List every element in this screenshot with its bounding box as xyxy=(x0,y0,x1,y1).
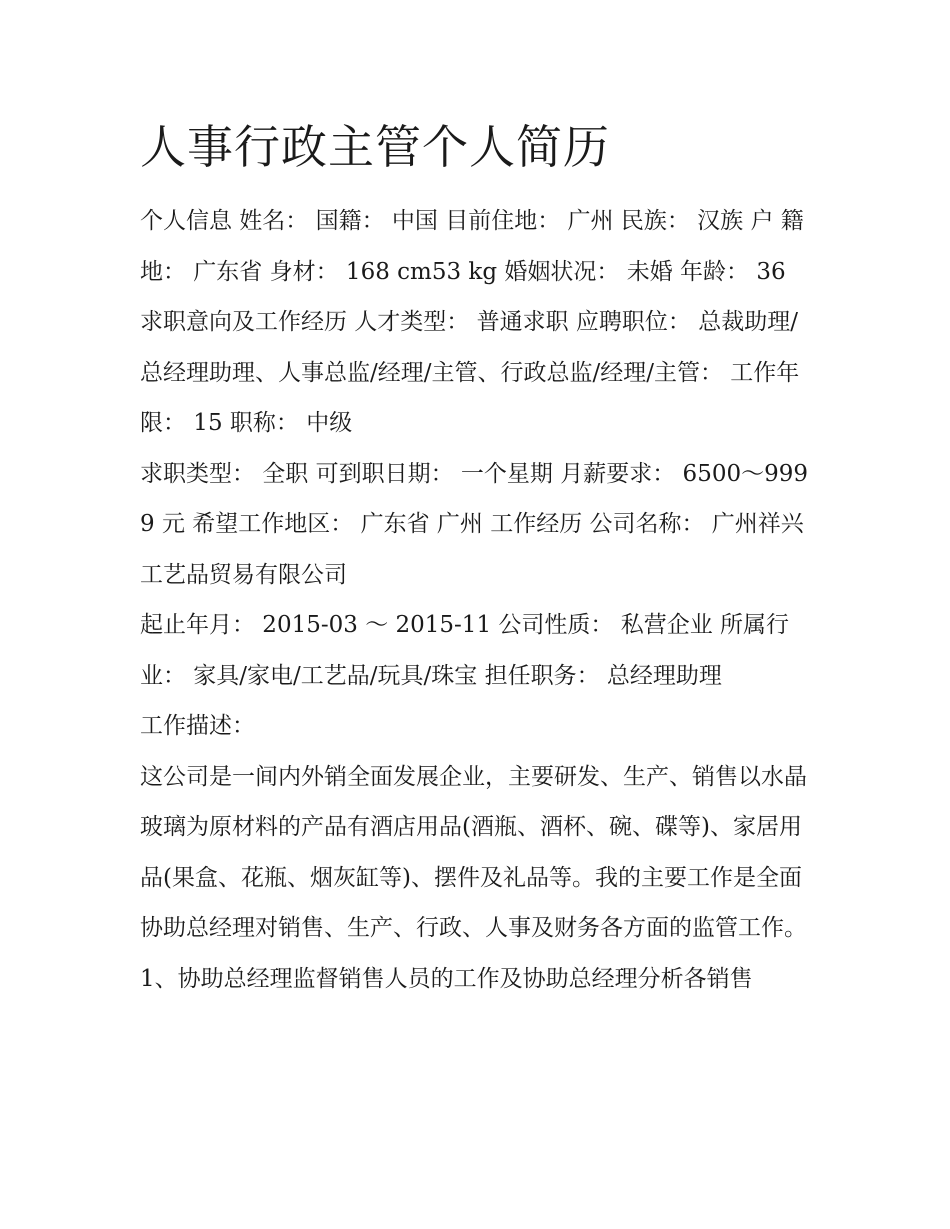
job-type-paragraph: 求职类型： 全职 可到职日期： 一个星期 月薪要求： 6500～9999 元 希望工作地区： 广东省 广州 工作经历 公司名称： 广州祥兴工艺品贸易有限公司 xyxy=(140,460,808,588)
job-intention-paragraph: 求职意向及工作经历 人才类型： 普通求职 应聘职位： 总裁助理/总经理助理、人事总监/经理/主管、行政总监/经理/主管： 工作年限： 15 职称： 中级 xyxy=(140,309,800,436)
duty-item-1: 1、协助总经理监督销售人员的工作及协助总经理分析各销售 xyxy=(140,965,753,992)
company-description-paragraph: 这公司是一间内外销全面发展企业，主要研发、生产、销售以水晶玻璃为原材料的产品有酒店用品(酒瓶、酒杯、碗、碟等)、家居用品(果盒、花瓶、烟灰缸等)、摆件及礼品等。我的主要工作是全面协助总经理对销售、生产、行政、人事及财务各方面的监管工作。 xyxy=(140,763,807,941)
work-period-paragraph: 起止年月： 2015-03 ～ 2015-11 公司性质： 私营企业 所属行业： 家具/家电/工艺品/玩具/珠宝 担任职务： 总经理助理 xyxy=(140,612,790,689)
personal-info-paragraph: 个人信息 姓名： 国籍： 中国 目前住地： 广州 民族： 汉族 户 籍 地： 广东省 身材： 168 cm53 kg 婚姻状况： 未婚 年龄： 36 xyxy=(140,208,804,285)
document-title: 人事行政主管个人简历 xyxy=(140,120,610,174)
resume-page xyxy=(140,112,820,1004)
work-description-label: 工作描述： xyxy=(140,713,255,739)
